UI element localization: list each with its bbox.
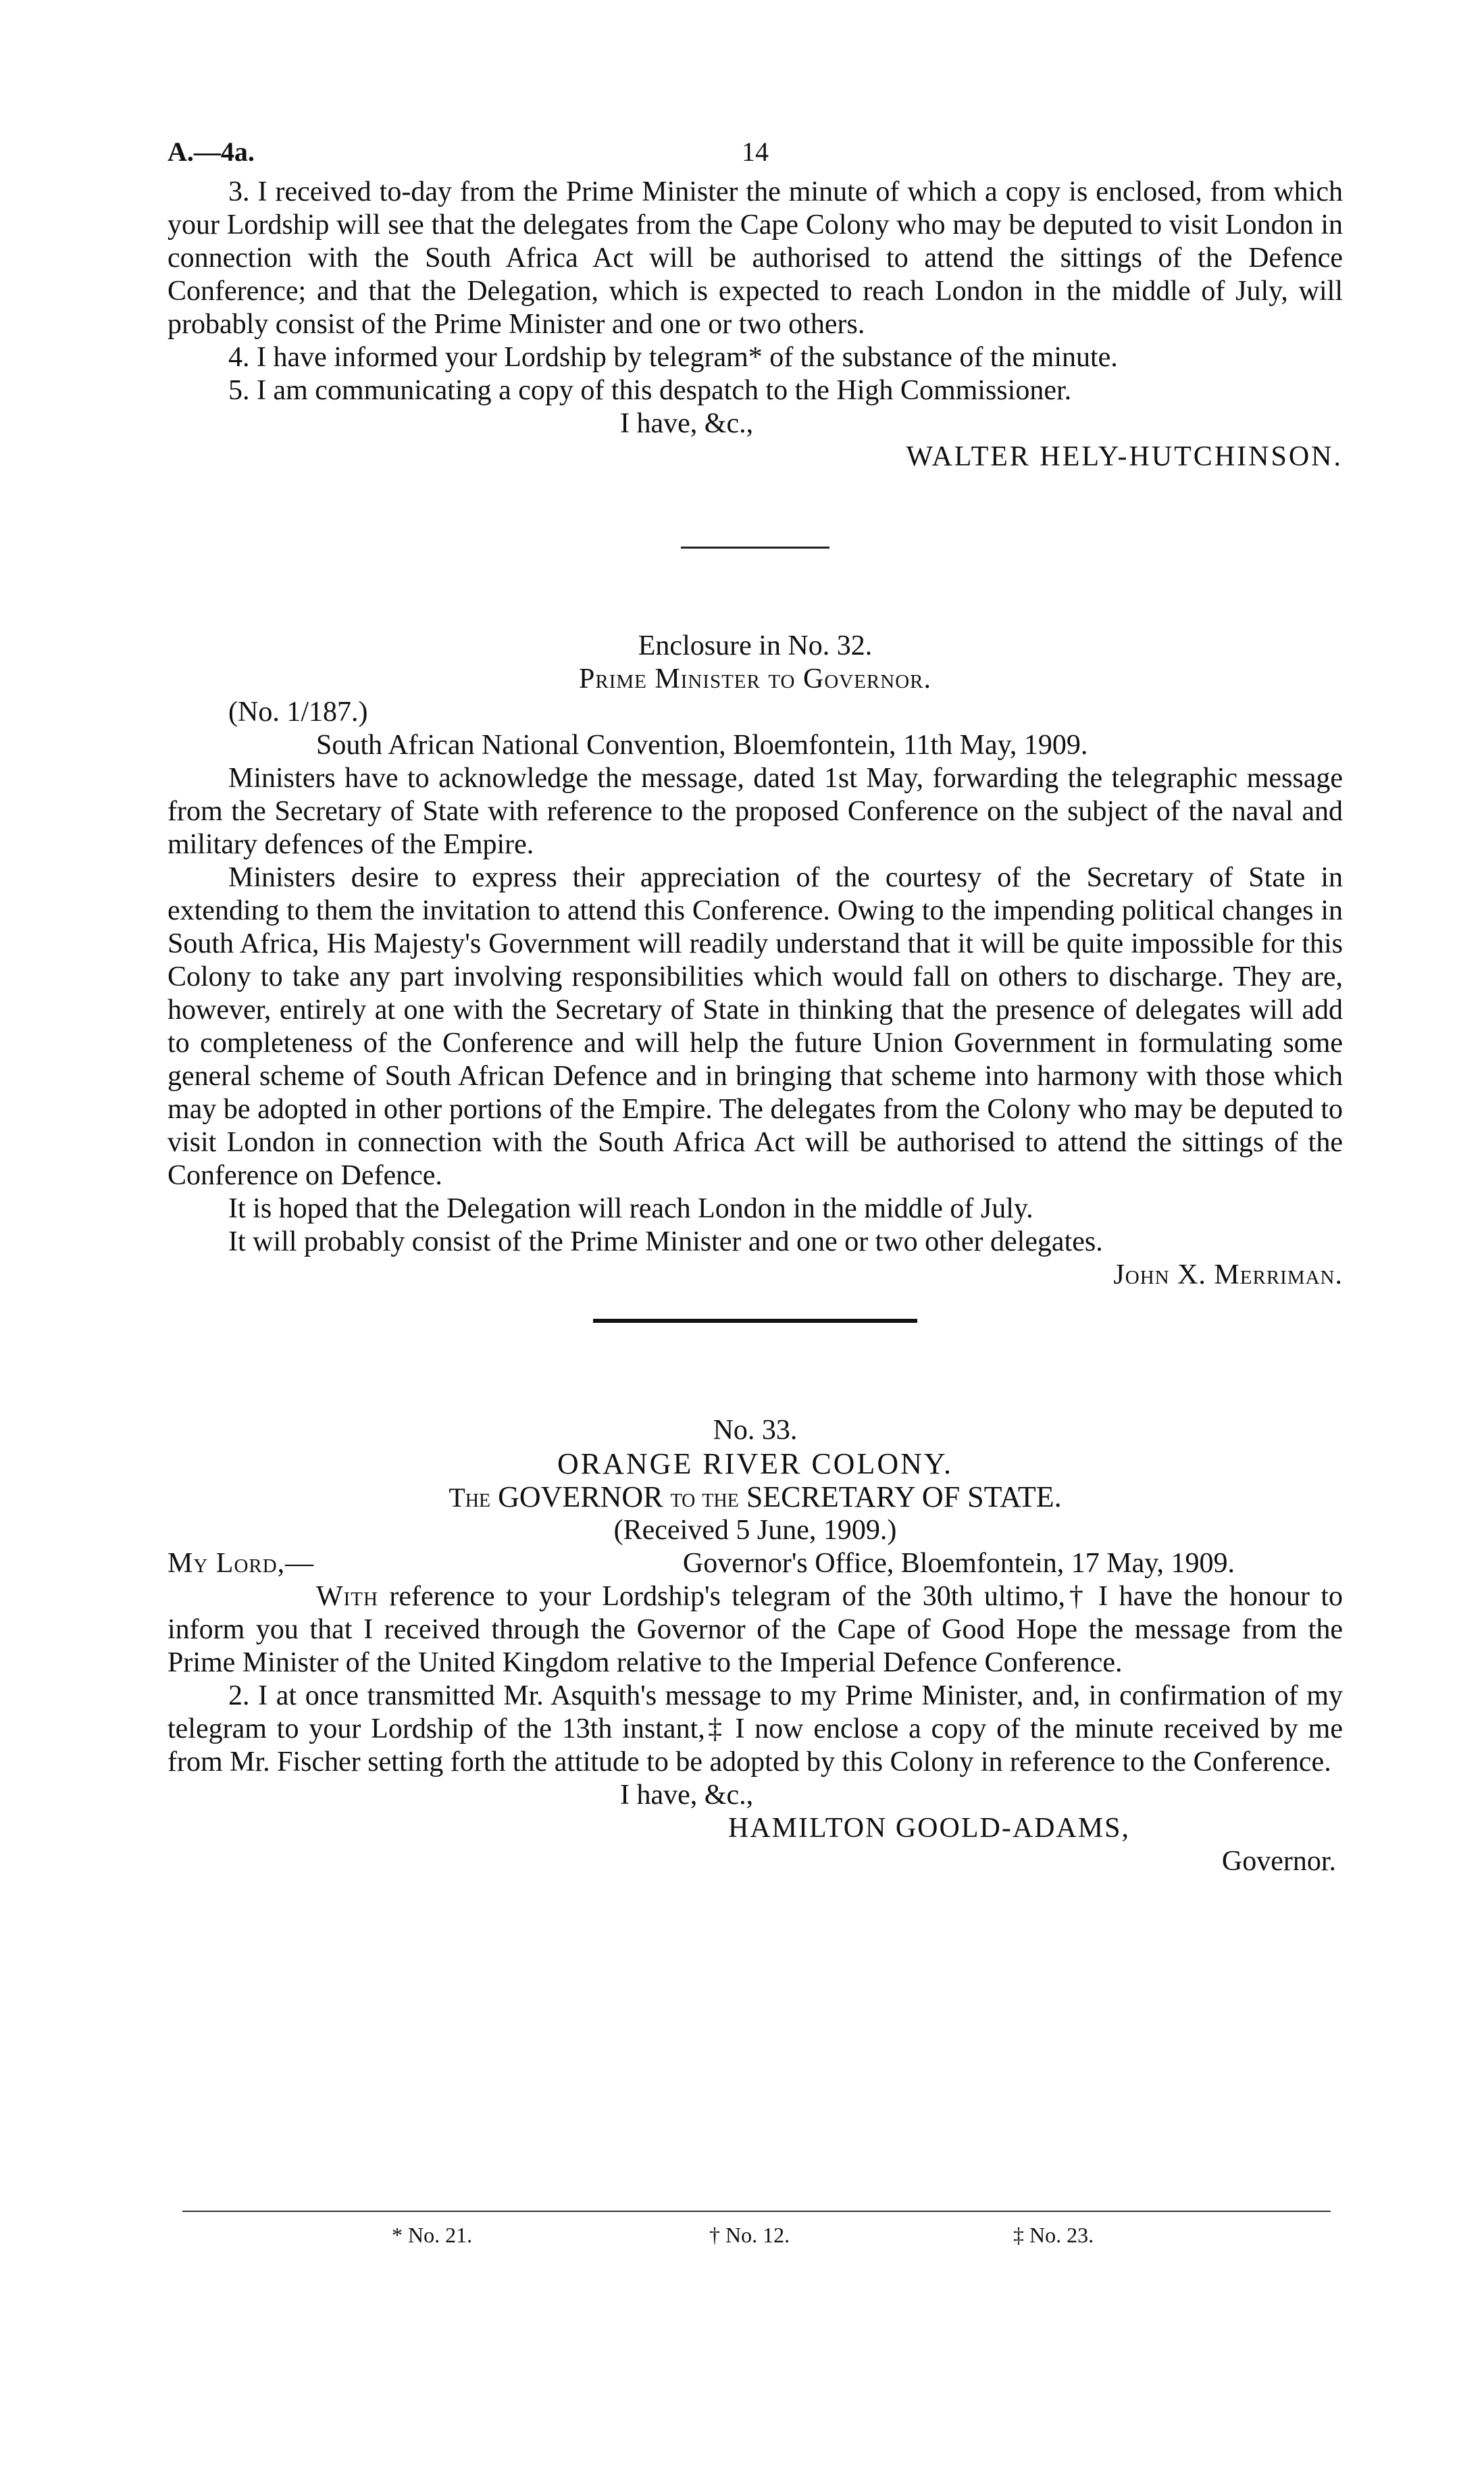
office-place-date: Governor's Office, Bloemfontein, 17 May, 1909. [682, 1548, 1235, 1579]
signature-hely-hutchinson: WALTER HELY-HUTCHINSON. [906, 441, 1343, 472]
despatch-paragraph-1 [168, 1580, 1343, 1680]
footnote-1: * No. 21. [392, 2223, 473, 2247]
salutation: My Lord,— [168, 1548, 315, 1579]
signature-merriman: John X. Merriman. [1113, 1259, 1343, 1290]
enclosure-paragraph-1: Ministers have to acknowledge the message, dated 1st May, forwarding the telegraphic message from the Secretary of State with reference to the proposed Conference on the subject of the naval and military defences of the Empire. [168, 763, 1343, 860]
paragraph-5: 5. I am communicating a copy of this despatch to the High Commissioner. [228, 375, 1072, 406]
page-header [168, 135, 1343, 176]
enclosure-paragraph-2: Ministers desire to express their appreciation of the courtesy of the Secretary of State in extending to them the invitation to attend this Conference. Owing to the impending political changes in South Africa, His Majesty's Government will readily understand that it will be quite impossible for this Colony to take any part involving responsibilities which would fall on others to discharge. They are, however, entirely at one with the Secretary of State in thinking that the presence of delegates will add to completeness of the Conference and will help the future Union Government in formulating some general scheme of South African Defence and in bringing that scheme into harmony with those which may be adopted in other portions of the Empire. The delegates from the Colony who may be deputed to visit London in connection with the South Africa Act will be authorised to attend the sittings of the Conference on Defence. [168, 862, 1343, 1191]
closing-formula-2: I have, &c., [620, 1780, 754, 1811]
heading-secretary: SECRETARY OF STATE. [746, 1480, 1062, 1513]
enclosure-paragraph-3: It is hoped that the Delegation will reach London in the middle of July. [228, 1193, 1033, 1224]
page-number: 14 [742, 136, 769, 167]
signature-goold-adams: HAMILTON GOOLD-ADAMS, [728, 1813, 1131, 1844]
despatch-paragraph-2: 2. I at once transmitted Mr. Asquith's message to my Prime Minister, and, in confirmation of my telegram to your Lordship of the 13th instant,‡ I now enclose a copy of the minute received by me from Mr. Fischer setting forth the attitude to be adopted by this Colony in reference to the Conference. [168, 1680, 1343, 1778]
document-reference: A.—4a. [168, 136, 255, 167]
heading-word-the: The [449, 1482, 491, 1513]
colony-heading: ORANGE RIVER COLONY. [557, 1447, 953, 1480]
footnote-3: ‡ No. 23. [1013, 2223, 1094, 2247]
signature-title: Governor. [1221, 1846, 1336, 1877]
footnote-rule [182, 2211, 1331, 2212]
heading-word-to-the: to the [670, 1482, 739, 1513]
document-page [168, 135, 1343, 1878]
closing-formula: I have, &c., [620, 408, 754, 439]
enclosure-ref-number: (No. 1/187.) [228, 697, 368, 728]
enclosure-paragraph-4: It will probably consist of the Prime Minister and one or two other delegates. [228, 1226, 1103, 1257]
footnote-2: † No. 12. [709, 2223, 790, 2247]
from-to-heading [168, 1480, 1343, 1514]
paragraph-4: 4. I have informed your Lordship by telegram* of the substance of the minute. [228, 342, 1118, 373]
despatch-number: No. 33. [713, 1415, 798, 1446]
paragraph-3: 3. I received to-day from the Prime Minister the minute of which a copy is enclosed, from which your Lordship will see that the delegates from the Cape Colony who may be deputed to visit London in connection with the South Africa Act will be authorised to attend the sittings of the Defence Conference; and that the Delegation, which is expected to reach London in the middle of July, will probably consist of the Prime Minister and one or two others. [168, 176, 1343, 340]
received-date: (Received 5 June, 1909.) [613, 1515, 897, 1546]
enclosure-place-date: South African National Convention, Bloemfontein, 11th May, 1909. [316, 730, 1088, 761]
salutation-row [168, 1547, 1343, 1580]
lead-word: With [316, 1581, 378, 1612]
enclosure-title: Enclosure in No. 32. [638, 630, 873, 661]
enclosure-subtitle: Prime Minister to Governor. [579, 663, 931, 695]
heading-governor: GOVERNOR [498, 1480, 663, 1513]
despatch-paragraph-1-text: reference to your Lordship's telegram of the 30th ultimo,† I have the honour to inform you that I received through the Governor of the Cape of Good Hope the message from the Prime Minister of the United Kingdom relative to the Imperial Defence Conference. [168, 1581, 1344, 1678]
